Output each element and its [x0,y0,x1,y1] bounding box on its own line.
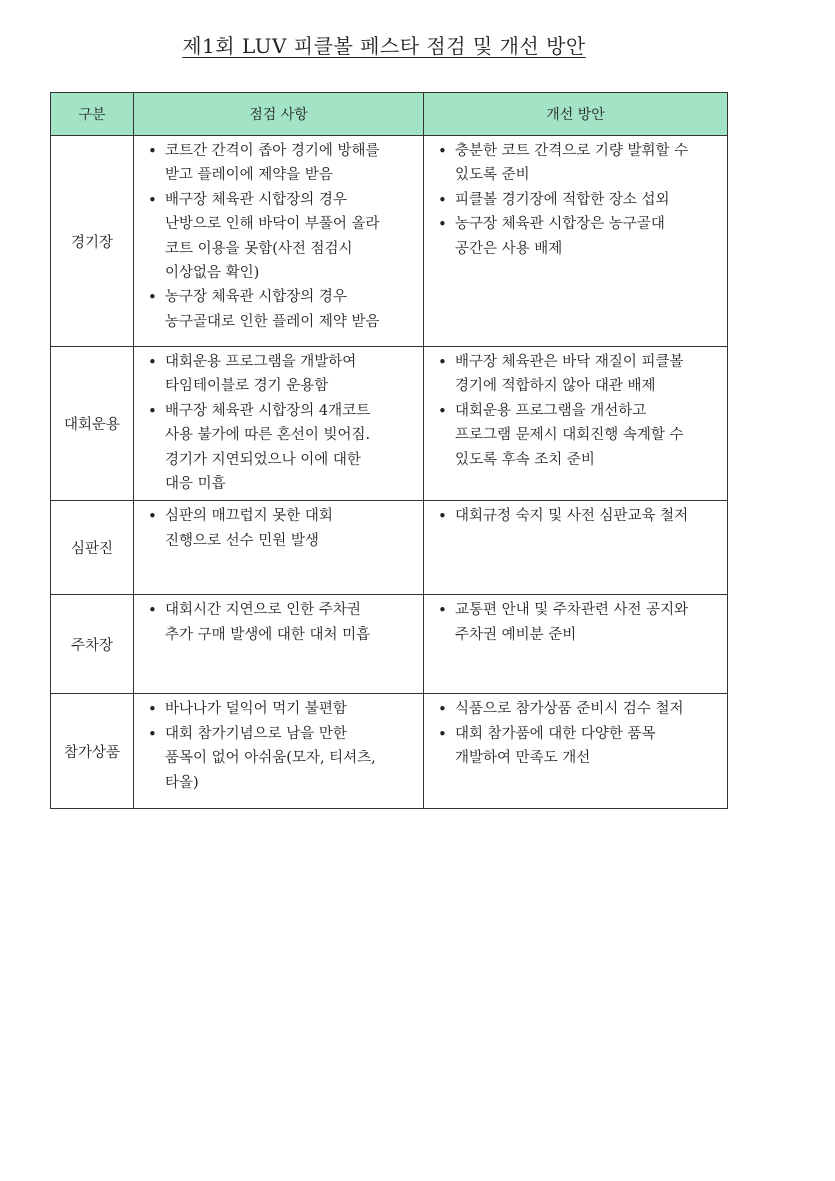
list-item: • 대회 참가품에 대한 다양한 품목 개발하여 만족도 개선 [438,722,723,771]
list-item: • 농구장 체육관 시합장의 경우 농구골대로 인한 플레이 제약 받음 [148,285,419,334]
table-row-venue [51,136,728,347]
table-row-giveaways [51,694,728,809]
issues-cell [134,501,424,595]
row-category: 대회운용 [51,347,134,501]
table-header-row [51,93,728,136]
list-item: • 식품으로 참가상품 준비시 검수 철저 [438,697,723,721]
list-item: • 대회운용 프로그램을 개발하여 타임테이블로 경기 운용함 [148,350,419,399]
improvements-cell [424,136,728,347]
header-issues: 점검 사항 [134,93,424,136]
improvements-list [424,347,727,476]
improvements-cell [424,694,728,809]
issues-list [134,595,423,651]
improvements-cell [424,595,728,694]
list-item: • 코트간 간격이 좁아 경기에 방해를 받고 플레이에 제약을 받음 [148,139,419,188]
row-category: 심판진 [51,501,134,595]
header-improvements: 개선 방안 [424,93,728,136]
issues-list [134,694,423,799]
row-category: 주차장 [51,595,134,694]
list-item: • 바나나가 덜익어 먹기 불편함 [148,697,419,721]
review-table [50,92,728,809]
list-item: • 대회시간 지연으로 인한 주차권 추가 구매 발생에 대한 대처 미흡 [148,598,419,647]
improvements-cell [424,347,728,501]
list-item: • 배구장 체육관 시합장의 4개코트 사용 불가에 따른 혼선이 빚어짐. 경기가 지연되었으나 이에 대한 대응 미흡 [148,399,419,497]
issues-list [134,347,423,500]
table-row-parking [51,595,728,694]
list-item: • 대회규정 숙지 및 사전 심판교육 철저 [438,504,723,528]
list-item: • 배구장 체육관 시합장의 경우 난방으로 인해 바닥이 부풀어 올라 코트 이용을 못함(사전 점검시 이상없음 확인) [148,188,419,286]
issues-list [134,501,423,557]
row-category: 경기장 [51,136,134,347]
list-item: • 피클볼 경기장에 적합한 장소 섭외 [438,188,723,212]
row-category: 참가상품 [51,694,134,809]
list-item: • 대회 참가기념으로 남을 만한 품목이 없어 아쉬움(모자, 티셔츠, 타올) [148,722,419,795]
table-row-operations [51,347,728,501]
issues-list [134,136,423,338]
issues-cell [134,694,424,809]
improvements-list [424,694,727,774]
improvements-list [424,595,727,651]
table-row-referees [51,501,728,595]
document-title-text: 제1회 LUV 피클볼 페스타 점검 및 개선 방안 [182,34,586,58]
improvements-list [424,501,727,532]
issues-cell [134,347,424,501]
list-item: • 교통편 안내 및 주차관련 사전 공지와 주차권 예비분 준비 [438,598,723,647]
list-item: • 농구장 체육관 시합장은 농구골대 공간은 사용 배제 [438,212,723,261]
header-category: 구분 [51,93,134,136]
list-item: • 대회운용 프로그램을 개선하고 프로그램 문제시 대회진행 속계할 수 있도록 후속 조치 준비 [438,399,723,472]
list-item: • 심판의 매끄럽지 못한 대회 진행으로 선수 민원 발생 [148,504,419,553]
improvements-cell [424,501,728,595]
list-item: • 배구장 체육관은 바닥 재질이 피클볼 경기에 적합하지 않아 대관 배제 [438,350,723,399]
list-item: • 충분한 코트 간격으로 기량 발휘할 수 있도록 준비 [438,139,723,188]
issues-cell [134,136,424,347]
issues-cell [134,595,424,694]
document-title [0,30,768,62]
improvements-list [424,136,727,265]
